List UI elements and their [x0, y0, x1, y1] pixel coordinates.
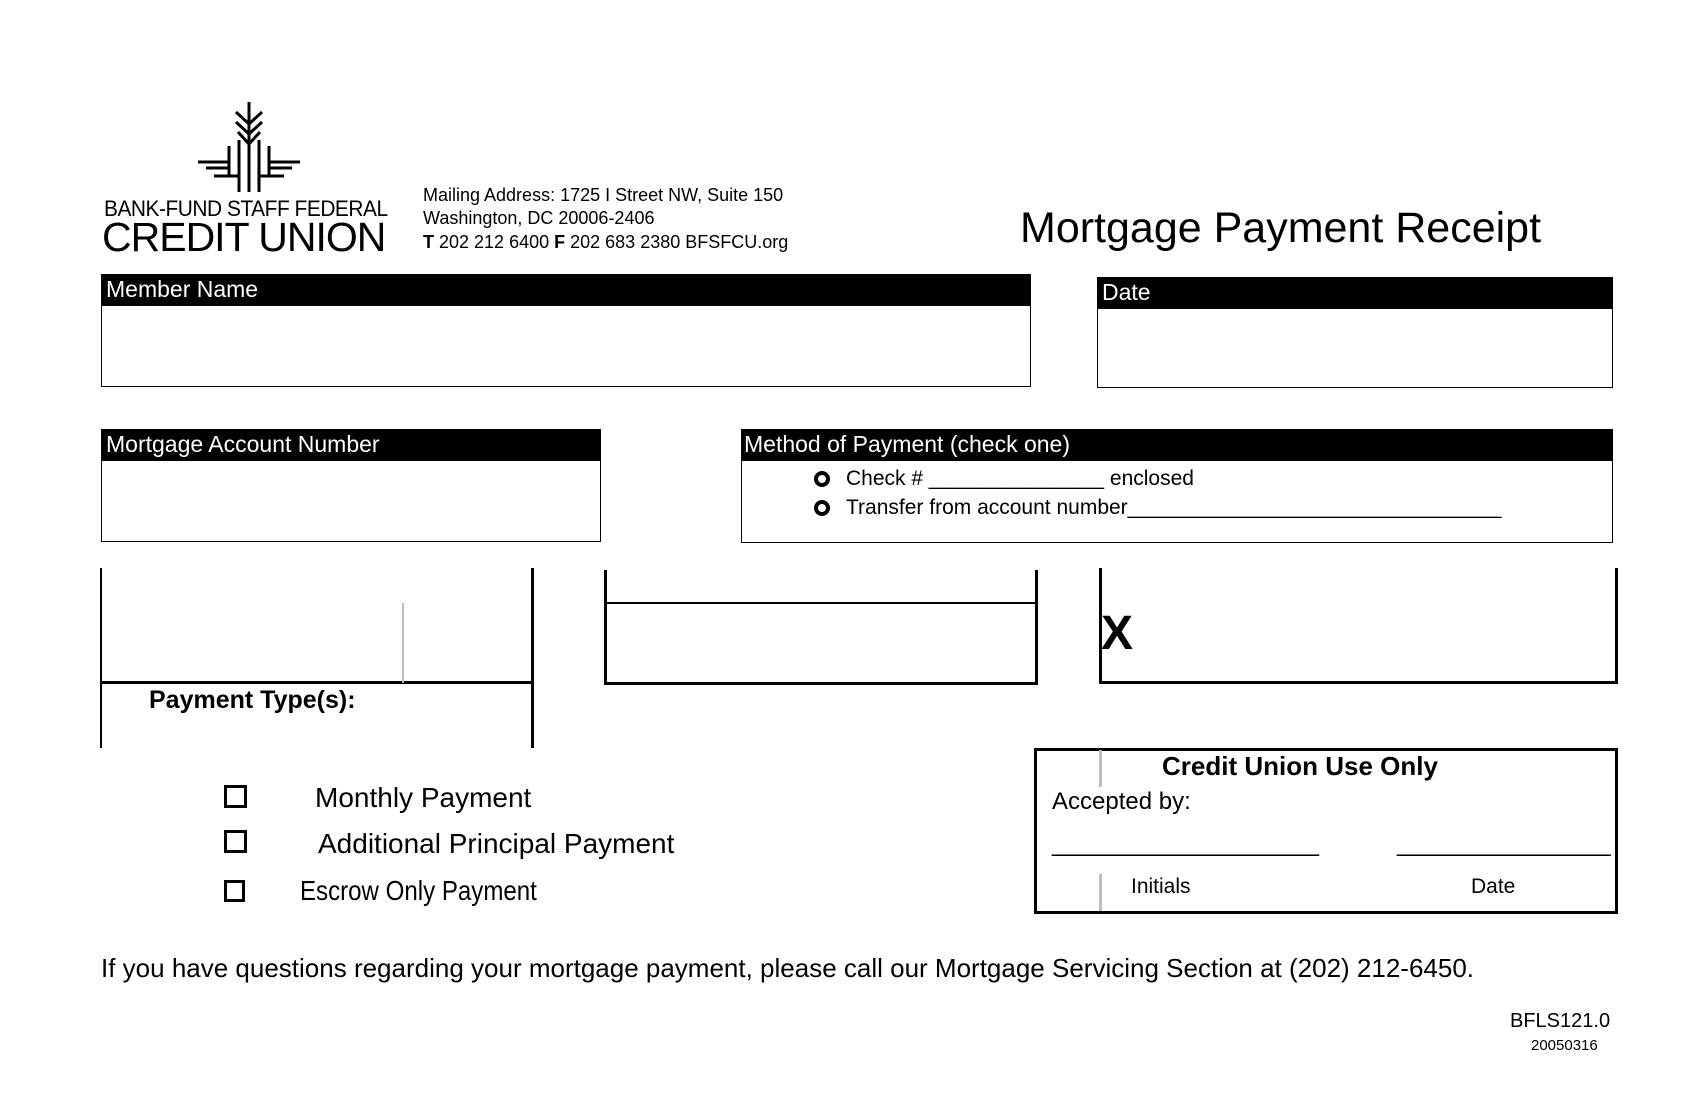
date-field[interactable] — [1097, 308, 1613, 388]
account-number-label: Mortgage Account Number — [101, 429, 601, 460]
middle-panel-left-border — [604, 570, 607, 685]
fax-number: 202 683 2380 BFSFCU.org — [565, 232, 789, 252]
logo-line-1: BANK-FUND STAFF FEDERAL — [104, 196, 388, 221]
left-panel-left-border — [100, 568, 102, 748]
left-panel-divider — [100, 681, 534, 684]
signature-right-border — [1615, 568, 1618, 684]
member-name-label: Member Name — [101, 274, 1031, 305]
accepted-by-label: Accepted by: — [1052, 788, 1191, 815]
check-option-text: Check # _______________ enclosed — [846, 467, 1194, 490]
form-code: BFLS121.0 — [1510, 1010, 1611, 1032]
additional-principal-checkbox[interactable] — [224, 830, 247, 853]
payment-types-label: Payment Type(s): — [149, 686, 356, 714]
middle-panel-bottom-line — [604, 682, 1038, 685]
additional-principal-label: Additional Principal Payment — [318, 828, 675, 859]
credit-union-use-title: Credit Union Use Only — [1162, 751, 1438, 781]
monthly-payment-label: Monthly Payment — [315, 782, 532, 813]
page-title: Mortgage Payment Receipt — [1020, 204, 1542, 252]
cu-box-gray-tick-top — [1099, 750, 1102, 787]
fax-label: F — [554, 232, 566, 252]
signature-bottom-line — [1099, 681, 1618, 684]
form-date: 20050316 — [1531, 1037, 1598, 1054]
member-name-field[interactable] — [101, 305, 1031, 387]
cu-box-gray-tick-bottom — [1099, 874, 1102, 911]
phone-label: T — [423, 232, 434, 252]
check-radio[interactable] — [814, 471, 830, 487]
payment-method-label: Method of Payment (check one) — [741, 429, 1613, 460]
footer-note: If you have questions regarding your mortgage payment, please call our Mortgage Servicing Section at (202) 212-6450. — [101, 953, 1475, 983]
phone-number: 202 212 6400 — [434, 232, 555, 252]
middle-panel-top-line — [604, 602, 1038, 604]
initials-signature-line: ____________________ — [1052, 830, 1319, 857]
address-line-1: Mailing Address: 1725 I Street NW, Suite 150 — [423, 185, 784, 205]
middle-panel-right-border — [1035, 570, 1038, 685]
initials-caption: Initials — [1131, 875, 1191, 898]
monthly-payment-checkbox[interactable] — [224, 785, 247, 808]
transfer-option-text: Transfer from account number________________________________ — [846, 496, 1502, 519]
wheat-tree-logo-icon — [196, 100, 302, 195]
date-signature-line: ________________ — [1397, 830, 1611, 857]
signature-x-mark: X — [1101, 607, 1134, 660]
date-caption: Date — [1471, 875, 1516, 898]
address-line-2: Washington, DC 20006-2406 — [423, 208, 655, 228]
transfer-radio[interactable] — [814, 500, 830, 516]
left-panel-gray-tick — [402, 603, 404, 683]
left-panel-right-border — [531, 568, 534, 748]
date-label: Date — [1097, 277, 1613, 308]
escrow-only-checkbox[interactable] — [224, 880, 245, 902]
logo-line-2: CREDIT UNION — [102, 214, 386, 260]
address-line-3 — [423, 232, 788, 253]
account-number-field[interactable] — [101, 460, 601, 542]
escrow-only-label: Escrow Only Payment — [300, 875, 537, 906]
